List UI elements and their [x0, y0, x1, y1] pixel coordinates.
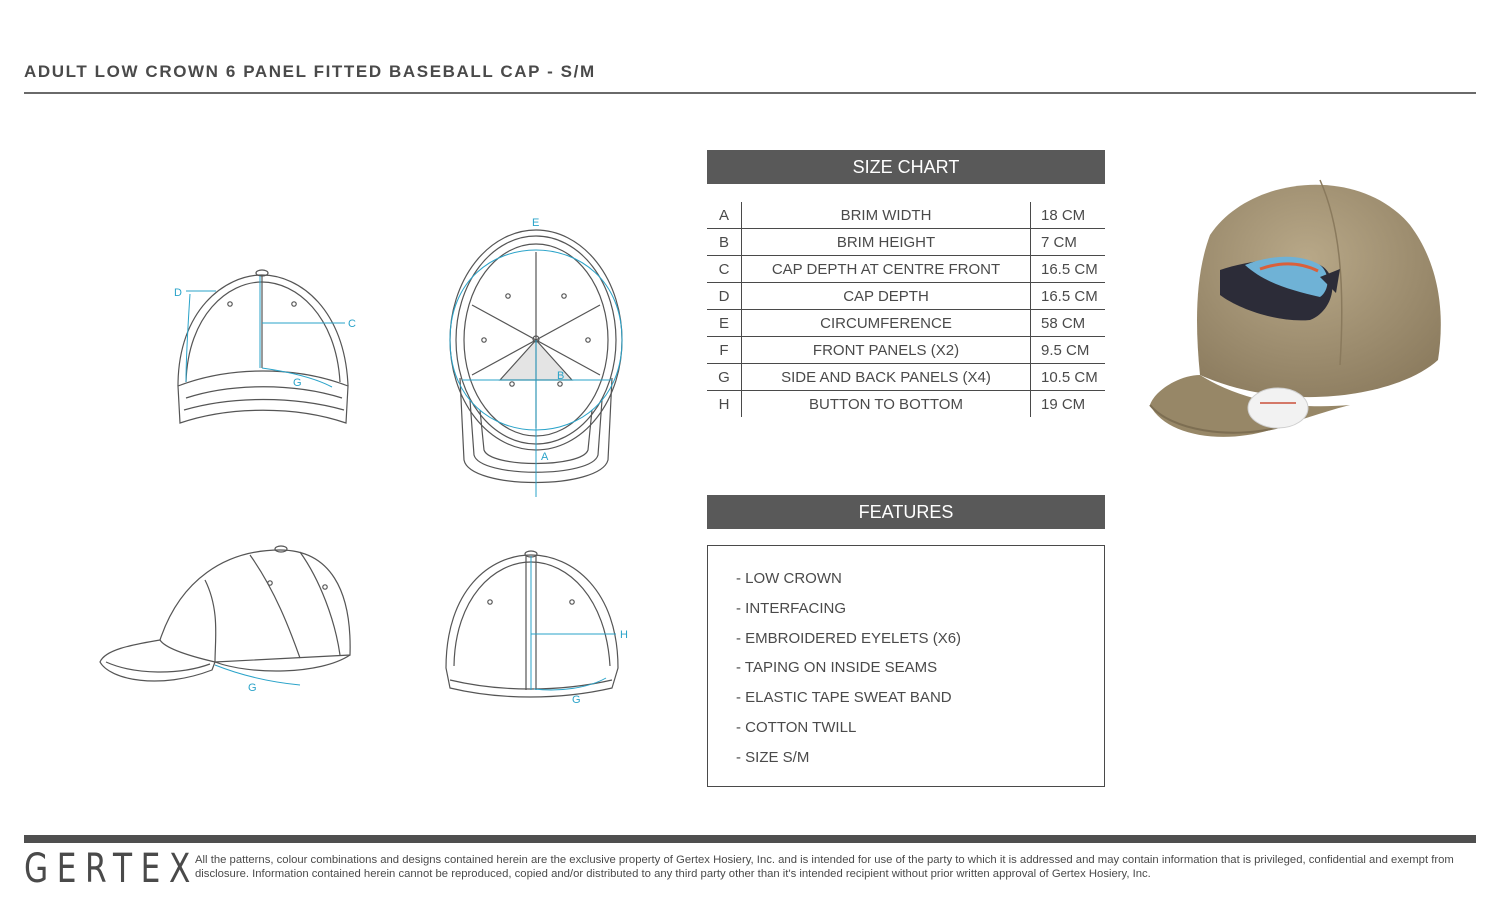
page-title: ADULT LOW CROWN 6 PANEL FITTED BASEBALL CAP - S/M — [24, 62, 596, 81]
label-g-side: G — [248, 682, 257, 694]
list-item: - LOW CROWN — [736, 570, 842, 587]
row-letter: H — [707, 391, 742, 418]
cap-technical-drawings — [0, 110, 690, 730]
row-letter: E — [707, 310, 742, 337]
label-g-back: G — [572, 694, 581, 706]
features-header: FEATURES — [707, 495, 1105, 529]
row-value: 16.5 CM — [1031, 256, 1106, 283]
row-name: SIDE AND BACK PANELS (X4) — [742, 364, 1031, 391]
cap-product-photo — [1140, 165, 1460, 465]
row-letter: C — [707, 256, 742, 283]
row-letter: A — [707, 202, 742, 229]
label-e: E — [532, 217, 540, 229]
table-row — [707, 202, 1105, 229]
table-row — [707, 310, 1105, 337]
row-name: CAP DEPTH — [742, 283, 1031, 310]
size-chart-table — [707, 202, 1105, 417]
table-row — [707, 283, 1105, 310]
side-view-drawing — [100, 546, 350, 681]
row-name: CAP DEPTH AT CENTRE FRONT — [742, 256, 1031, 283]
label-d: D — [174, 287, 182, 299]
label-a: A — [541, 451, 549, 463]
row-name: BRIM WIDTH — [742, 202, 1031, 229]
row-letter: B — [707, 229, 742, 256]
footer-disclaimer: All the patterns, colour combinations and designs contained herein are the exclusive property of Gertex Hosiery, Inc. and is intended for use of the party to which it is addressed and may contain information that is privileged, confidential and exempt from disclosure. Information contained herein cannot be reproduced, copied and/or distributed to any third party other than it's intended recipient without prior written approval of Gertex Hosiery, Inc. — [195, 854, 1454, 880]
row-value: 16.5 CM — [1031, 283, 1106, 310]
row-letter: G — [707, 364, 742, 391]
table-row — [707, 229, 1105, 256]
row-name: CIRCUMFERENCE — [742, 310, 1031, 337]
gertex-logo: GERTEX — [24, 846, 199, 892]
list-item: - SIZE S/M — [736, 748, 810, 766]
list-item: - INTERFACING — [736, 599, 847, 617]
row-letter: F — [707, 337, 742, 364]
size-chart-header: SIZE CHART — [707, 150, 1105, 184]
list-item: - TAPING ON INSIDE SEAMS — [736, 659, 938, 677]
row-value: 58 CM — [1031, 310, 1106, 337]
table-row — [707, 337, 1105, 364]
table-row — [707, 256, 1105, 283]
row-name: BUTTON TO BOTTOM — [742, 391, 1031, 418]
list-item: - COTTON TWILL — [736, 718, 857, 736]
features-list — [708, 546, 1104, 775]
row-name: FRONT PANELS (X2) — [742, 337, 1031, 364]
label-g-front: G — [293, 377, 302, 389]
row-value: 10.5 CM — [1031, 364, 1106, 391]
row-name: BRIM HEIGHT — [742, 229, 1031, 256]
table-row — [707, 364, 1105, 391]
row-value: 7 CM — [1031, 229, 1106, 256]
table-row — [707, 391, 1105, 418]
list-item: - EMBROIDERED EYELETS (X6) — [736, 629, 962, 647]
label-c: C — [348, 318, 356, 330]
row-value: 18 CM — [1031, 202, 1106, 229]
back-view-drawing — [446, 551, 618, 697]
label-b: B — [557, 370, 565, 382]
label-h: H — [620, 629, 628, 641]
list-item: - ELASTIC TAPE SWEAT BAND — [736, 689, 952, 707]
row-value: 9.5 CM — [1031, 337, 1106, 364]
features-box — [707, 545, 1105, 787]
front-view-drawing — [178, 270, 348, 423]
row-value: 19 CM — [1041, 395, 1086, 413]
title-divider — [24, 92, 1476, 94]
row-letter: D — [707, 283, 742, 310]
footer-divider — [24, 835, 1476, 843]
